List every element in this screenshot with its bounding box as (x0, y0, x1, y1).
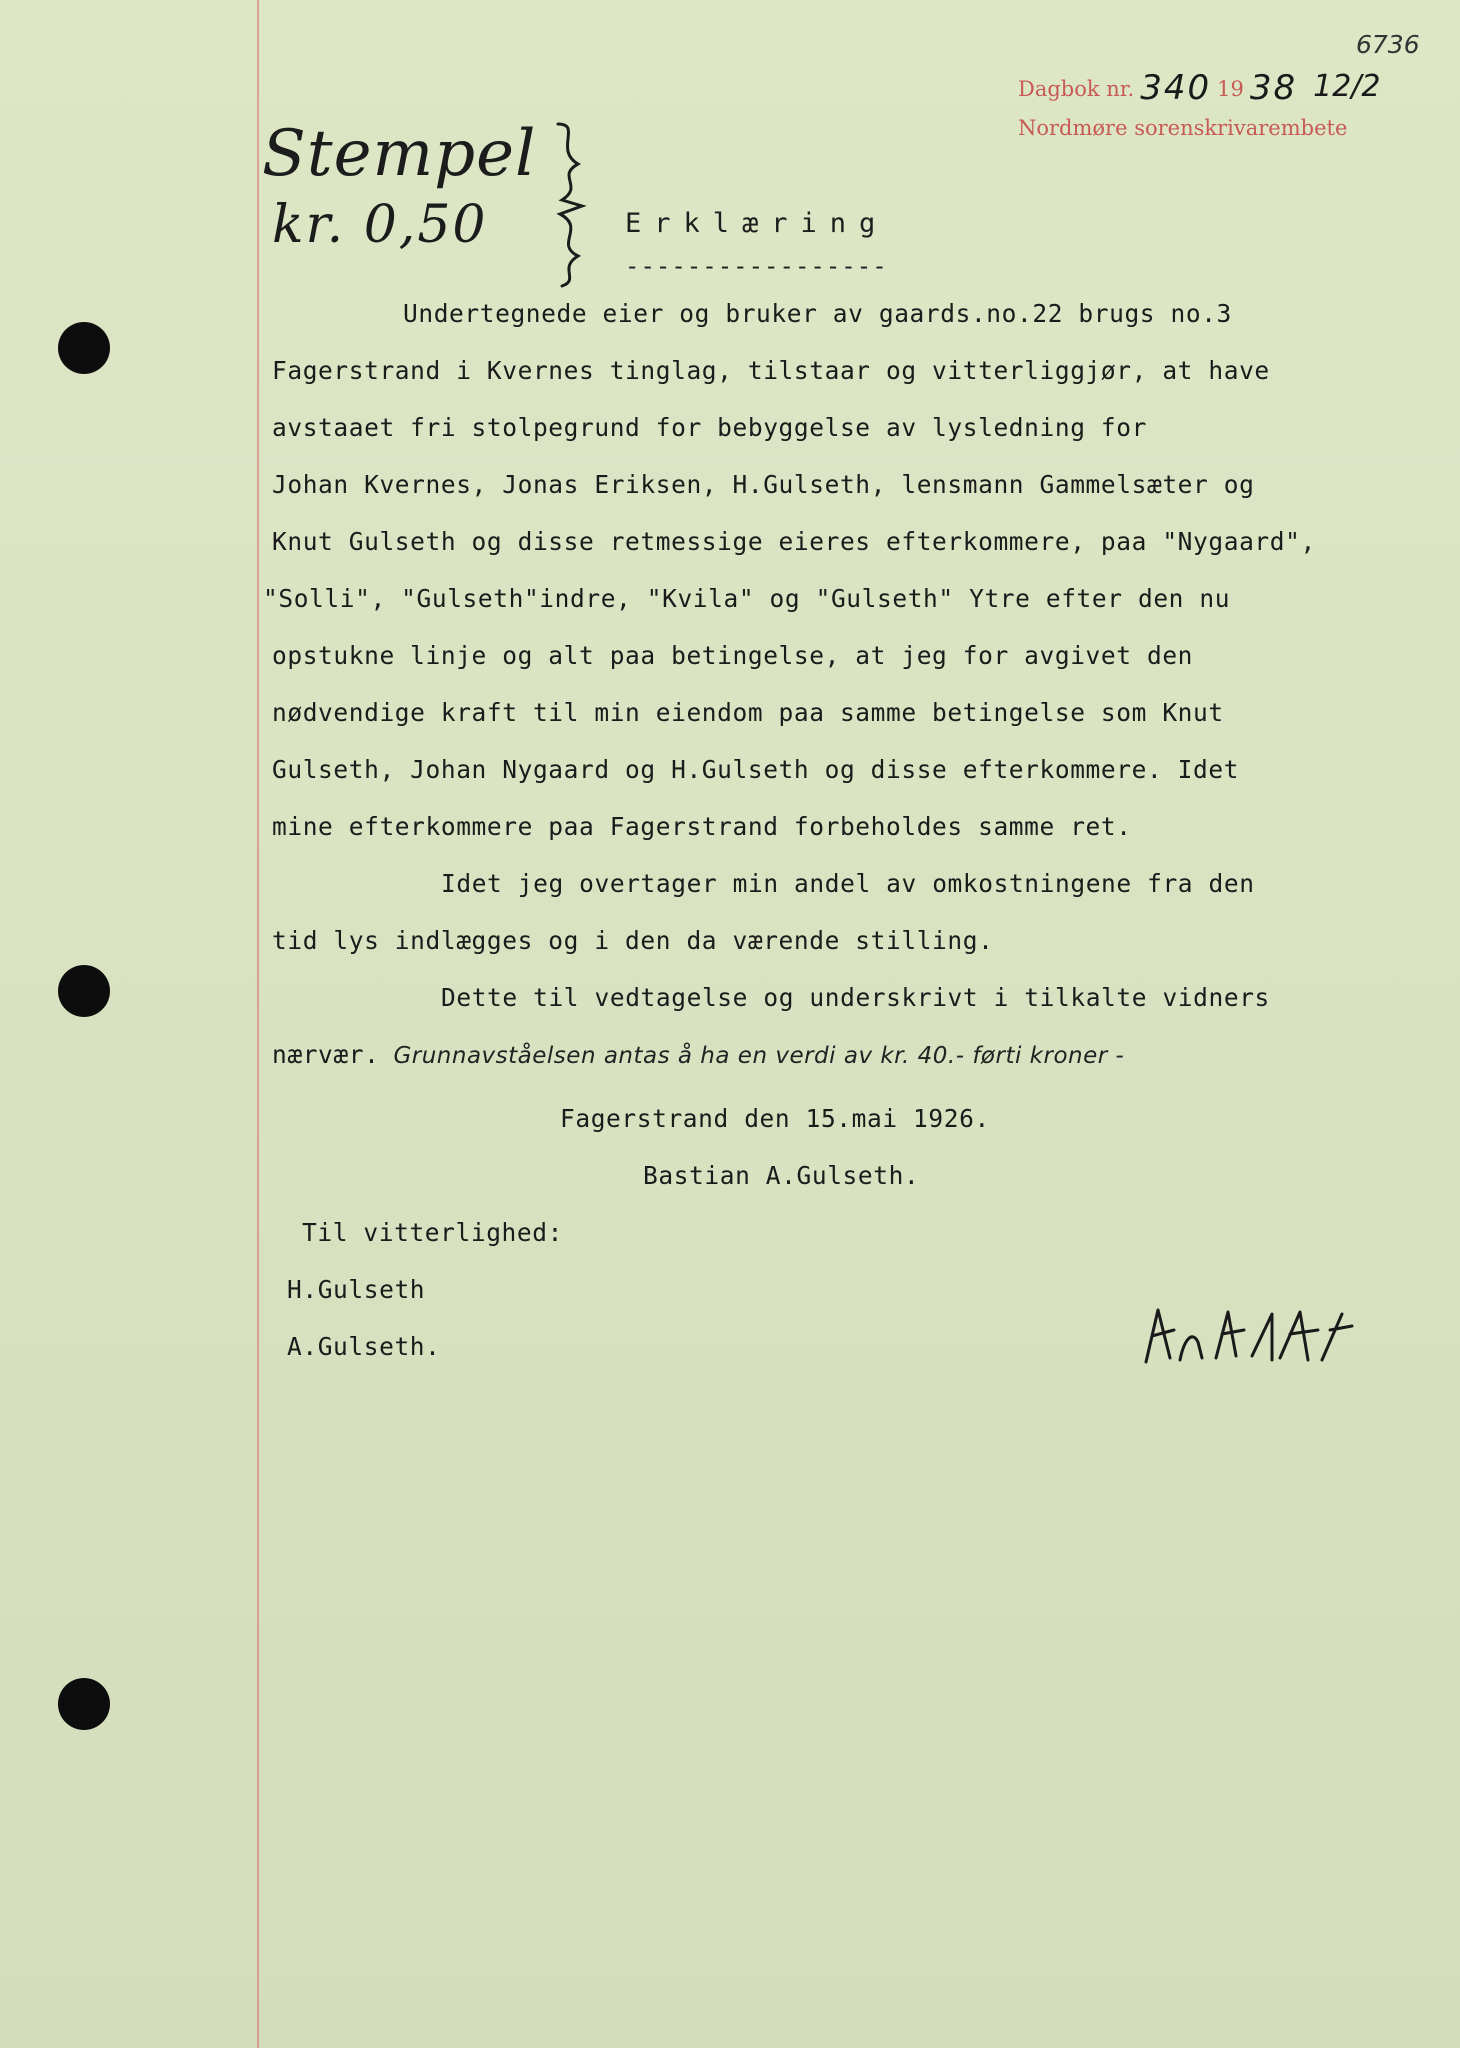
text-line: nærvær. (272, 1040, 380, 1069)
text-line: Dette til vedtagelse og underskrivt i tilkalte vidners (441, 983, 1270, 1012)
text-line: mine efterkommere paa Fagerstrand forbeholdes samme ret. (272, 812, 1132, 841)
stamp-office: Nordmøre sorenskrivarembete (1018, 116, 1348, 141)
witness-heading: Til vitterlighed: (302, 1218, 563, 1247)
stamp-date: 12/2 (1313, 69, 1381, 104)
page-number: 6736 (1356, 30, 1420, 59)
text-line-with-note (272, 1040, 1124, 1069)
text-line: nødvendige kraft til min eiendom paa samme betingelse som Knut (272, 698, 1224, 727)
punch-hole (58, 1678, 110, 1730)
text-line: Knut Gulseth og disse retmessige eieres efterkommere, paa "Nygaard", (272, 527, 1316, 556)
stamp-dagbok-line (1018, 64, 1381, 113)
witness-name: A.Gulseth. (287, 1332, 441, 1361)
text-line: "Solli", "Gulseth"indre, "Kvila" og "Gulseth" Ytre efter den nu (263, 584, 1231, 613)
stamp-year-prefix: 19 (1217, 77, 1244, 101)
title-underline: ----------------- (625, 252, 888, 280)
registry-stamp (1018, 64, 1381, 144)
place-date: Fagerstrand den 15.mai 1926. (560, 1104, 990, 1133)
document-title: Erklæring (625, 208, 889, 239)
punch-hole (58, 965, 110, 1017)
text-line: tid lys indlægges og i den da værende stilling. (272, 926, 994, 955)
text-line: Fagerstrand i Kvernes tinglag, tilstaar og vitterliggjør, at have (272, 356, 1270, 385)
stamp-duty-note (262, 118, 536, 260)
punch-hole (58, 322, 110, 374)
margin-line (257, 0, 259, 2048)
text-line: opstukne linje og alt paa betingelse, at jeg for avgivet den (272, 641, 1194, 670)
stamp-dagbok-number: 340 (1140, 68, 1212, 108)
stamp-year-suffix: 38 (1249, 68, 1298, 108)
stempel-label: Stempel (262, 117, 537, 191)
curly-brace-mark (548, 120, 598, 290)
handwritten-note: Grunnavståelsen antas å ha en verdi av kr. 40.- førti kroner - (393, 1043, 1125, 1069)
handwritten-initials (1140, 1300, 1360, 1380)
signed-by: Bastian A.Gulseth. (643, 1161, 920, 1190)
stamp-dagbok-prefix: Dagbok nr. (1018, 77, 1135, 101)
text-line: Gulseth, Johan Nygaard og H.Gulseth og disse efterkommere. Idet (272, 755, 1240, 784)
text-line: Johan Kvernes, Jonas Eriksen, H.Gulseth, lensmann Gammelsæter og (272, 470, 1255, 499)
text-line: avstaaet fri stolpegrund for bebyggelse av lysledning for (272, 413, 1147, 442)
stempel-amount: kr. 0,50 (272, 195, 488, 255)
witness-name: H.Gulseth (287, 1275, 426, 1304)
text-line: Idet jeg overtager min andel av omkostningene fra den (441, 869, 1255, 898)
text-line: Undertegnede eier og bruker av gaards.no.22 brugs no.3 (403, 299, 1232, 328)
